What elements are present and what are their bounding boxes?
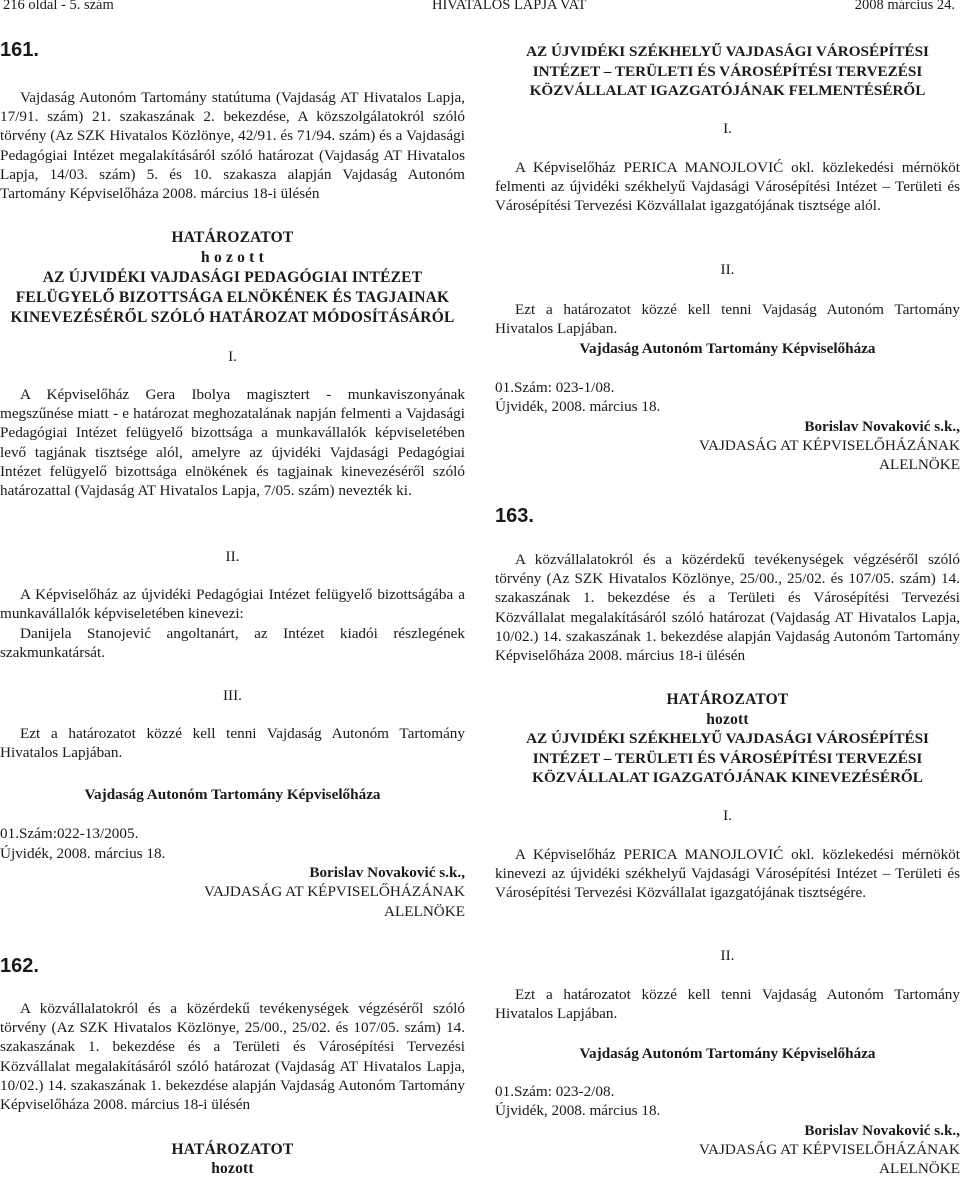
page-indicator: 216 oldal - 5. szám bbox=[3, 0, 114, 13]
section-1-text-162: A Képviselőház PERICA MANOJLOVIĆ okl. közlekedési mérnököt felmenti az újvidéki székhelyű Vajdasági Városépítési Intézet – Területi és Városépítési Tervezési Közvállalat igazgatójának tisztsége alól. bbox=[495, 159, 960, 215]
place-date-161: Újvidék, 2008. március 18. bbox=[0, 845, 166, 862]
title-line: KINEVEZÉSÉRŐL SZÓLÓ HATÁROZAT MÓDOSÍTÁSÁRÓL bbox=[10, 309, 455, 326]
place-date-163: Újvidék, 2008. március 18. bbox=[495, 1102, 661, 1119]
title-line: FELÜGYELŐ BIZOTTSÁGA ELNÖKÉNEK ÉS TAGJAINAK bbox=[15, 289, 450, 306]
brought-label-162: hozott bbox=[211, 1160, 254, 1177]
title-line: KÖZVÁLLALAT IGAZGATÓJÁNAK KINEVEZÉSÉRŐL bbox=[532, 769, 923, 786]
section-2-heading-163: II. bbox=[720, 947, 735, 964]
section-3-text-161: Ezt a határozatot közzé kell tenni Vajdaság Autonóm Tartomány Hivatalos Lapjában. bbox=[0, 725, 465, 762]
section-2-appointee-161: Danijela Stanojević angoltanárt, az Intézet kiadói részlegének szakmunkatársát. bbox=[0, 625, 465, 662]
left-column bbox=[0, 0, 465, 1178]
section-3-heading-161: III. bbox=[223, 687, 242, 704]
title-line: KÖZVÁLLALAT IGAZGATÓJÁNAK FELMENTÉSÉRŐL bbox=[529, 82, 926, 99]
preamble-161: Vajdaság Autonóm Tartomány statútuma (Vajdaság AT Hivatalos Lapja, 17/91. szám) 21. szakaszának 2. bekezdése, A közszolgálatokról szóló törvény (Az SZK Hivatalos Közlönye, 42/91. és 71/94. szám) és a Vajdasági Pedagógiai Intézet megalakításáról szóló határozat (Vajdaság AT Hivatalos Lapja, 14/03. szám) 5. és 10. szakasza alapján Vajdaság Autonóm Tartomány Képviselőháza 2008. március 18-i ülésén bbox=[0, 89, 465, 203]
section-2-text-161: A Képviselőház az újvidéki Pedagógiai Intézet felügyelő bizottságába a munkavállalók képviseletében kinevezi: bbox=[0, 586, 465, 623]
section-2-heading-161: II. bbox=[225, 548, 240, 565]
title-line: INTÉZET – TERÜLETI ÉS VÁROSÉPÍTÉSI TERVEZÉSI bbox=[532, 62, 923, 80]
signer-role-163: VAJDASÁG AT KÉPVISELŐHÁZÁNAK bbox=[698, 1141, 960, 1158]
title-line: AZ ÚJVIDÉKI SZÉKHELYŰ VAJDASÁGI VÁROSÉPÍTÉSI bbox=[526, 43, 929, 60]
assembly-name-161: Vajdaság Autonóm Tartomány Képviselőháza bbox=[84, 786, 381, 803]
signer-name-161: Borislav Novaković s.k., bbox=[309, 864, 465, 881]
decision-heading-162: HATÁROZATOT bbox=[171, 1141, 294, 1158]
signer-role-162: VAJDASÁG AT KÉPVISELŐHÁZÁNAK bbox=[698, 437, 960, 454]
decision-title-162 bbox=[495, 42, 960, 101]
decision-heading-163: HATÁROZATOT bbox=[666, 691, 789, 708]
decision-title-163 bbox=[495, 729, 960, 788]
preamble-162: A közvállalatokról és a közérdekű tevékenységek végzéséről szóló törvény (Az SZK Hivatalos Közlönye, 25/00., 25/02. és 107/05. szám) 14. szakaszának 1. bekezdése és a Területi és Városépítési Tervezési Közvállalat megalakításáról szóló határozat (Vajdaság AT Hivatalos Lapja, 10/02.) 14. szakaszának 1. bekezdése alapján Vajdaság Autonóm Tartomány Képviselőháza 2008. március 18-i ülésén bbox=[0, 1000, 465, 1114]
section-1-heading-162: I. bbox=[723, 120, 732, 137]
brought-label-163: hozott bbox=[706, 711, 749, 728]
section-2-text-162: Ezt a határozatot közzé kell tenni Vajdaság Autonóm Tartomány Hivatalos Lapjában. bbox=[495, 301, 960, 338]
issue-date: 2008 március 24. bbox=[854, 0, 955, 13]
signer-name-162: Borislav Novaković s.k., bbox=[804, 418, 960, 435]
section-1-text-161: A Képviselőház Gera Ibolya magisztert - munkaviszonyának megszűnése miatt - e határozat meghozatalának napján felmenti a Vajdasági Pedagógiai Intézet felügyelő bizottsága a munkavállalók képviseletében levő tagjának tisztsége alól, amelyre az újvidéki Vajdasági Pedagógiai Intézet felügyelő bizottsága elnökének és tagjainak kinevezéséről szóló határozattal (Vajdaság AT Hivatalos Lapja, 7/05. szám) nevezték ki. bbox=[0, 386, 465, 500]
section-2-text-163: Ezt a határozatot közzé kell tenni Vajdaság Autonóm Tartomány Hivatalos Lapjában. bbox=[495, 986, 960, 1023]
reference-number-161: 01.Szám:022-13/2005. bbox=[0, 825, 139, 842]
title-line: INTÉZET – TERÜLETI ÉS VÁROSÉPÍTÉSI TERVEZÉSI bbox=[532, 749, 923, 767]
right-column bbox=[495, 0, 960, 1178]
document-number-161: 161. bbox=[0, 39, 39, 61]
place-date-162: Újvidék, 2008. március 18. bbox=[495, 398, 661, 415]
signer-title-163: ALELNÖKE bbox=[879, 1160, 960, 1177]
title-line: AZ ÚJVIDÉKI SZÉKHELYŰ VAJDASÁGI VÁROSÉPÍTÉSI bbox=[526, 730, 929, 747]
section-2-heading-162: II. bbox=[720, 261, 735, 278]
document-number-162: 162. bbox=[0, 955, 39, 977]
document-number-163: 163. bbox=[495, 505, 534, 527]
title-line: AZ ÚJVIDÉKI VAJDASÁGI PEDAGÓGIAI INTÉZET bbox=[42, 269, 423, 286]
section-1-heading-161: I. bbox=[228, 348, 237, 365]
reference-number-162: 01.Szám: 023-1/08. bbox=[495, 379, 615, 396]
journal-title: HIVATALOS LAPJA VAT bbox=[432, 0, 587, 13]
signer-role-161: VAJDASÁG AT KÉPVISELŐHÁZÁNAK bbox=[203, 883, 465, 900]
section-1-text-163: A Képviselőház PERICA MANOJLOVIĆ okl. közlekedési mérnököt kinevezi az újvidéki székhelyű Vajdasági Városépítési Intézet – Területi és Városépítési Tervezési Közvállalat igazgatójának tisztségére. bbox=[495, 846, 960, 902]
brought-label-161: h o z o t t bbox=[201, 249, 264, 266]
signer-title-162: ALELNÖKE bbox=[879, 456, 960, 473]
assembly-name-162: Vajdaság Autonóm Tartomány Képviselőháza bbox=[579, 340, 876, 357]
signer-name-163: Borislav Novaković s.k., bbox=[804, 1122, 960, 1139]
preamble-163: A közvállalatokról és a közérdekű tevékenységek végzéséről szóló törvény (Az SZK Hivatalos Közlönye, 25/00., 25/02. és 107/05. szám) 14. szakaszának 1. bekezdése és a Területi és Városépítési Tervezési Közvállalat megalakításáról szóló határozat (Vajdaság AT Hivatalos Lapja, 10/02.) 14. szakaszának 1. bekezdése alapján Vajdaság Autonóm Tartomány Képviselőháza 2008. március 18-i ülésén bbox=[495, 551, 960, 665]
decision-heading-161: HATÁROZATOT bbox=[171, 229, 294, 246]
section-1-heading-163: I. bbox=[723, 807, 732, 824]
signer-title-161: ALELNÖKE bbox=[384, 903, 465, 920]
reference-number-163: 01.Szám: 023-2/08. bbox=[495, 1083, 615, 1100]
assembly-name-163: Vajdaság Autonóm Tartomány Képviselőháza bbox=[579, 1045, 876, 1062]
decision-title-161 bbox=[0, 268, 465, 328]
